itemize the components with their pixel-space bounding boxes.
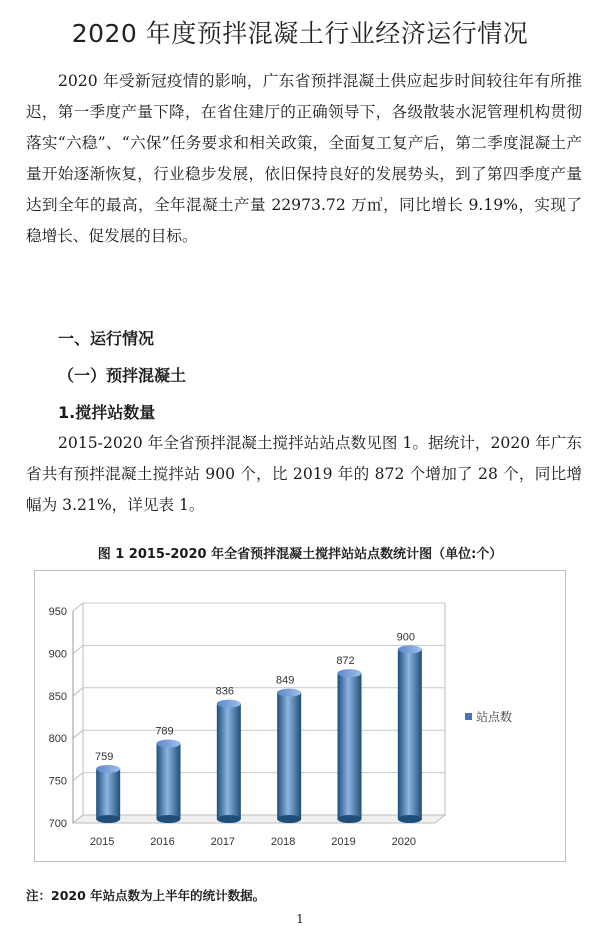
x-tick-label: 2020 <box>391 836 417 848</box>
bar-base <box>217 815 241 823</box>
bar-base <box>157 815 181 823</box>
bar <box>217 704 241 819</box>
y-tick-label: 750 <box>48 775 67 788</box>
body-paragraph: 2015-2020 年全省预拌混凝土搅拌站站点数见图 1。据统计，2020 年广东省共有预拌混凝土搅拌站 900 个，比 2019 年的 872 个增加了 28 个，同比增幅为 3.21%，详见表 1。 <box>26 434 582 514</box>
figure-note: 注：2020 年站点数为上半年的统计数据。 <box>26 888 266 903</box>
bar <box>398 649 422 819</box>
legend-swatch <box>465 713 472 720</box>
y-tick-label: 900 <box>48 648 67 661</box>
section-heading: 一、运行情况 <box>58 329 155 348</box>
x-tick-label: 2017 <box>210 836 236 848</box>
bar-top <box>277 689 301 697</box>
y-tick-label: 700 <box>48 818 67 830</box>
data-label: 849 <box>275 674 295 687</box>
bar <box>96 769 120 819</box>
subsection-heading: （一）预拌混凝土 <box>58 366 187 385</box>
gridline-slant <box>73 603 83 611</box>
gridline-slant <box>73 688 83 696</box>
sub-subsection-heading: 1.搅拌站数量 <box>58 403 156 422</box>
figure-caption: 图 1 2015-2020 年全省预拌混凝土搅拌站站点数统计图（单位:个） <box>97 547 503 562</box>
chart-container <box>34 570 566 862</box>
bar-top <box>398 645 422 653</box>
y-tick-label: 950 <box>48 606 67 618</box>
x-tick-label: 2015 <box>89 836 115 848</box>
data-label: 900 <box>396 631 416 644</box>
data-label: 759 <box>94 750 114 763</box>
bar <box>157 744 181 819</box>
x-tick-label: 2019 <box>331 836 356 848</box>
y-tick-label: 850 <box>48 690 67 703</box>
bar-top <box>217 700 241 708</box>
document-title: 2020 年度预拌混凝土行业经济运行情况 <box>71 19 529 48</box>
data-label: 836 <box>215 685 235 698</box>
bar-top <box>96 765 120 773</box>
bar-top <box>338 669 362 677</box>
chart-floor <box>73 815 445 823</box>
bar-chart <box>35 571 565 861</box>
y-tick-label: 800 <box>48 733 67 746</box>
gridline-slant <box>73 645 83 653</box>
x-tick-label: 2016 <box>150 836 175 848</box>
x-tick-label: 2018 <box>270 836 296 848</box>
legend-label: 站点数 <box>476 710 513 724</box>
page-number: 1 <box>296 912 304 926</box>
bar-base <box>277 815 301 823</box>
gridline-slant <box>73 730 83 738</box>
bar-base <box>338 815 362 823</box>
gridline-slant <box>73 773 83 781</box>
data-label: 872 <box>336 655 355 668</box>
data-label: 789 <box>155 725 174 738</box>
bar-top <box>157 740 181 748</box>
intro-paragraph: 2020 年受新冠疫情的影响，广东省预拌混凝土供应起步时间较往年有所推迟，第一季度产量下降，在省住建厅的正确领导下，各级散装水泥管理机构贯彻落实“六稳”、“六保”任务要求和相关政策，全面复工复产后，第二季度混凝土产量开始逐渐恢复，行业稳步发展，依旧保持良好的发展势头，到了第四季度产量达到全年的最高，全年混凝土产量 22973.72 万㎥，同比增长 9.19%，实现了稳增长、促发展的目标。 <box>26 72 582 245</box>
bar-base <box>398 815 422 823</box>
bar <box>277 693 301 819</box>
bar <box>338 673 362 819</box>
bar-base <box>96 815 120 823</box>
